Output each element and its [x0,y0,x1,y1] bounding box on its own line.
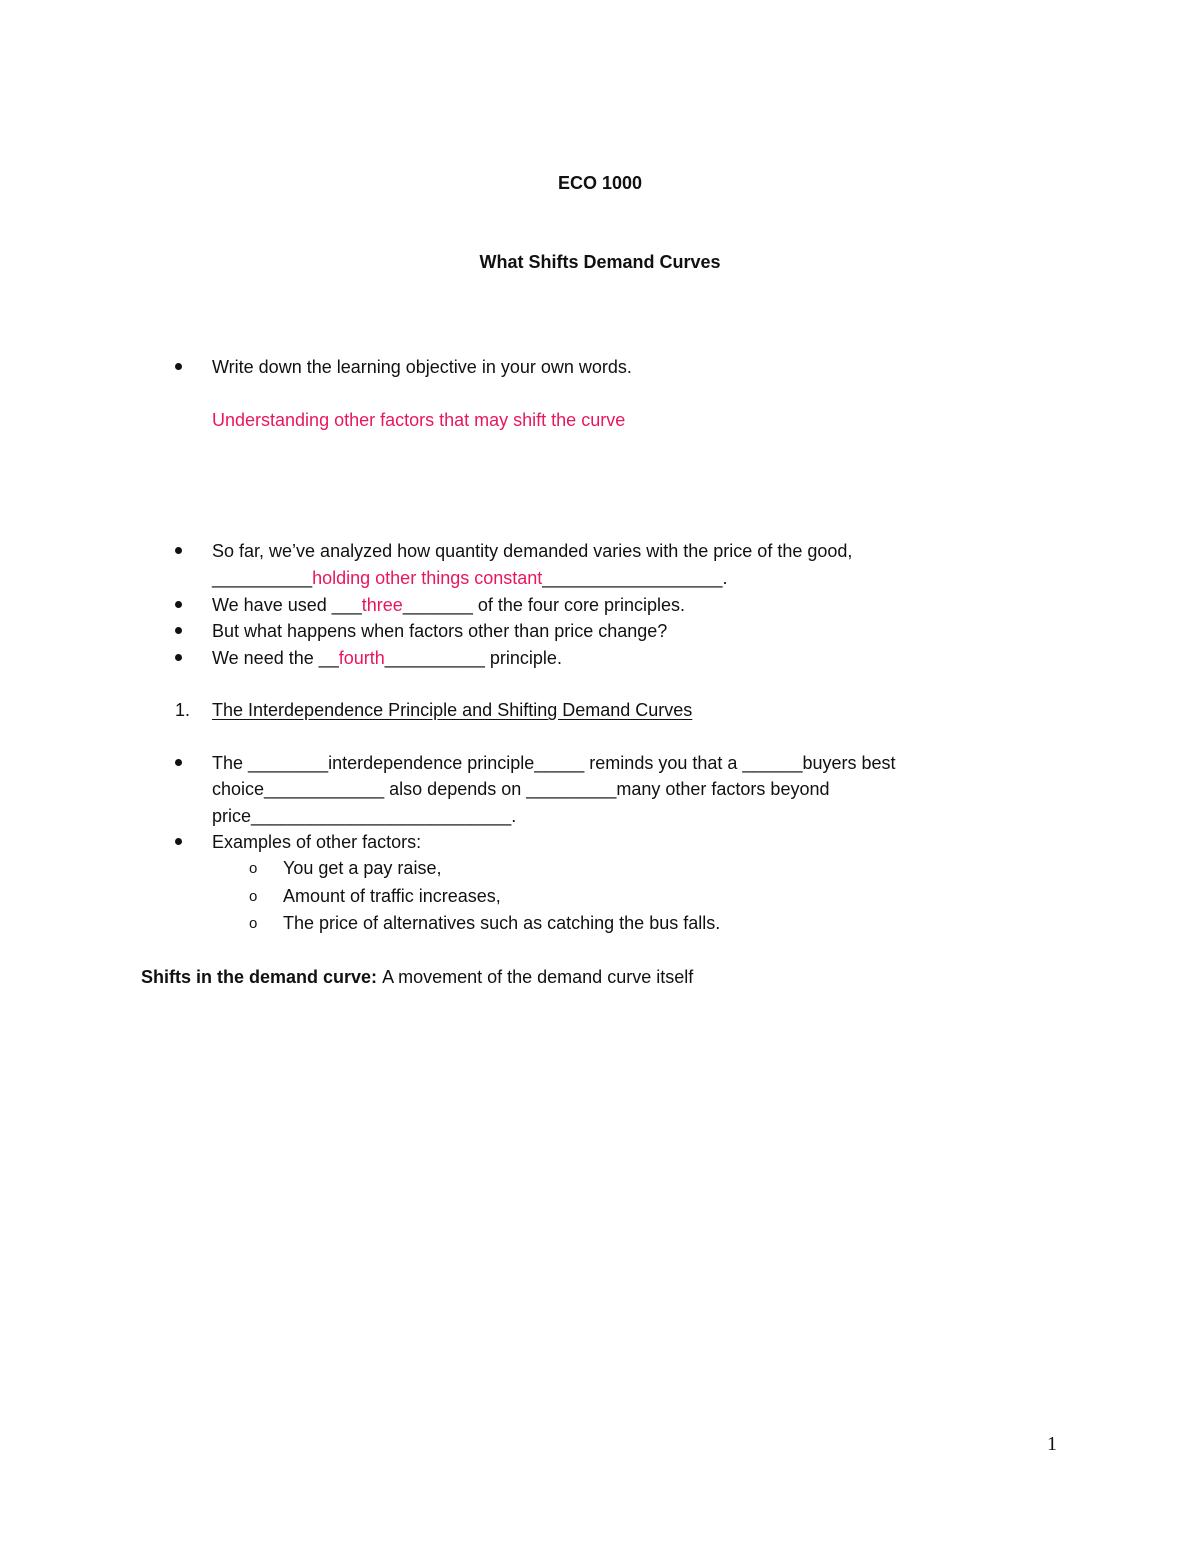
bullet-interdependence-line3: price__________________________. [212,806,517,826]
example-item: Amount of traffic increases, [283,886,501,906]
answer-fourth: fourth [338,648,385,668]
answer-holding-constant: holding other things constant [312,568,543,588]
definition-text: A movement of the demand curve itself [382,967,694,987]
example-item: The price of alternatives such as catching the bus falls. [283,913,721,933]
bullet-examples-heading: Examples of other factors: [212,832,422,852]
text-post: __________ principle. [384,648,562,668]
section-number: 1. [175,700,191,720]
bullet-icon [175,547,182,554]
blank: __________________. [542,568,728,588]
bullet-icon [175,838,182,845]
course-code: ECO 1000 [557,173,643,193]
circle-bullet-icon: o [249,888,258,905]
bullet-icon [175,363,182,370]
circle-bullet-icon: o [249,915,258,932]
document-title: What Shifts Demand Curves [479,252,721,272]
bullet-icon [175,654,182,661]
section-heading: The Interdependence Principle and Shifting Demand Curves [212,700,693,720]
bullet-analysis-line2 [212,567,727,589]
answer-three: three [361,595,403,615]
bullet-other-factors-question: But what happens when factors other than price change? [212,621,668,641]
text-pre: We need the __ [212,648,339,668]
bullet-fourth-principle [212,647,562,669]
definition-line [141,966,693,988]
blank: __________ [212,568,313,588]
example-item: You get a pay raise, [283,858,442,878]
circle-bullet-icon: o [249,860,258,877]
bullet-core-principles [212,594,685,616]
bullet-icon [175,759,182,766]
objective-prompt: Write down the learning objective in your own words. [212,357,632,377]
bullet-icon [175,601,182,608]
page-number: 1 [1047,1433,1057,1455]
definition-term: Shifts in the demand curve: [141,967,378,987]
objective-answer: Understanding other factors that may shift the curve [212,410,626,430]
text-pre: We have used ___ [212,595,362,615]
text-post: _______ of the four core principles. [402,595,685,615]
bullet-analysis-line1: So far, we’ve analyzed how quantity demanded varies with the price of the good, [212,541,853,561]
bullet-interdependence-line2: choice____________ also depends on _________many other factors beyond [212,779,830,799]
bullet-icon [175,627,182,634]
bullet-interdependence-line1: The ________interdependence principle_____ reminds you that a ______buyers best [212,753,896,773]
